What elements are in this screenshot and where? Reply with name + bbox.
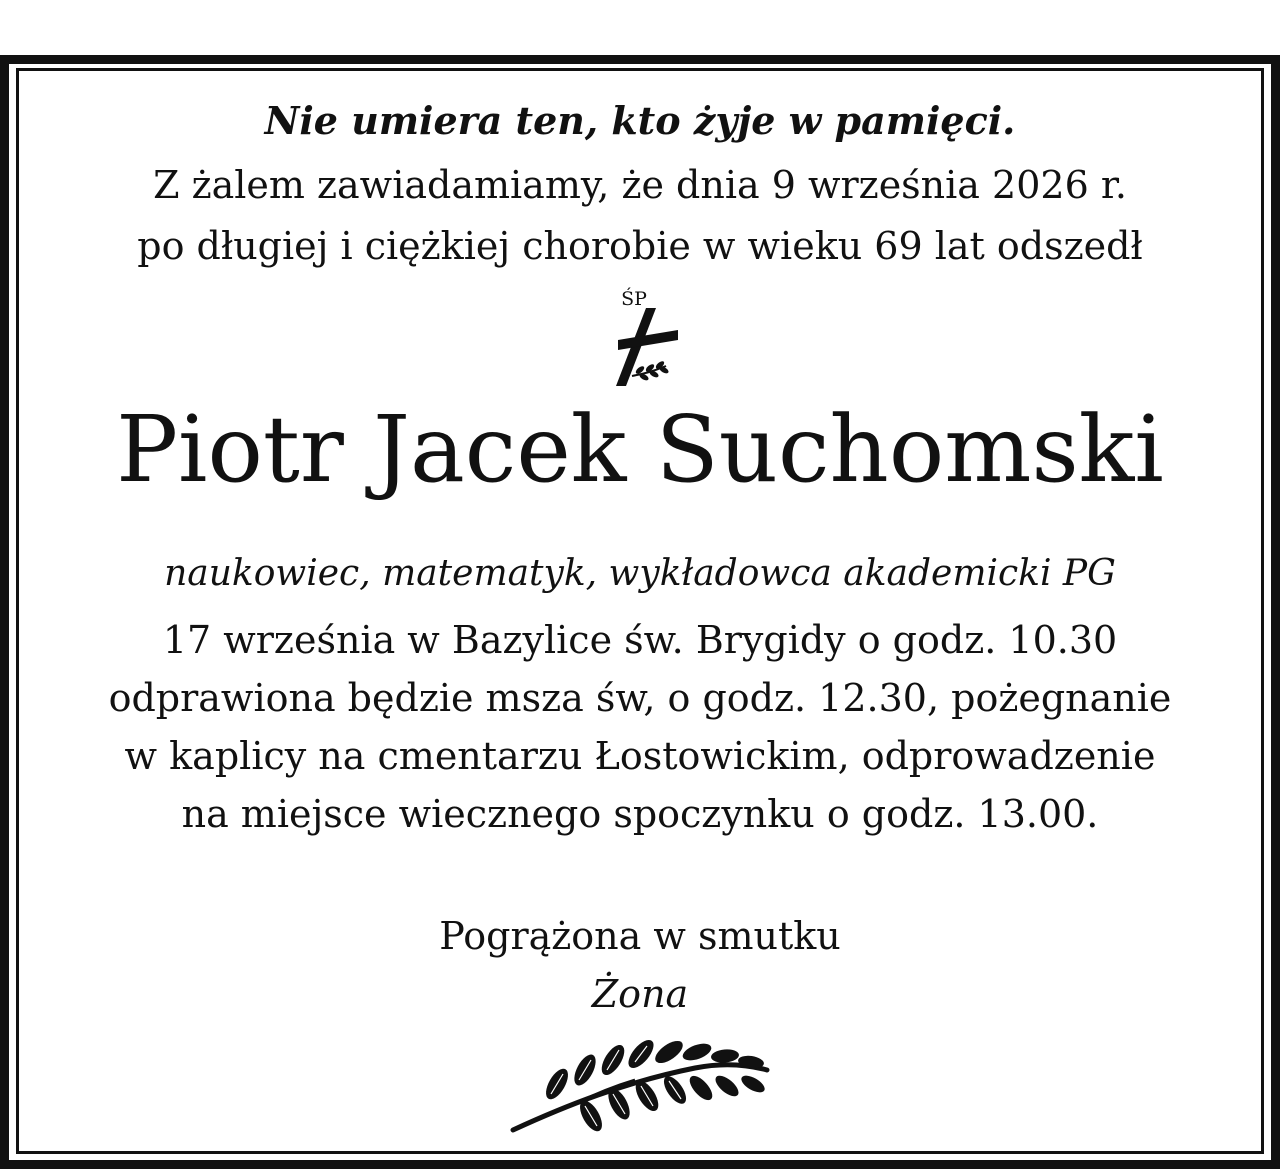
- funeral-line-1: 17 września w Bazylice św. Brygidy o godz. 10.30: [162, 618, 1118, 662]
- intro-line-2: po długiej i ciężkiej chorobie w wieku 69 lat odszedł: [137, 224, 1143, 268]
- laurel-branch-icon: [505, 1028, 775, 1138]
- cross-with-leaves-icon: [596, 300, 686, 390]
- intro-line-1: Z żalem zawiadamiamy, że dnia 9 września 2026 r.: [153, 163, 1127, 207]
- sp-label: ŚP: [621, 288, 647, 310]
- funeral-line-3: w kaplicy na cmentarzu Łostowickim, odprowadzenie: [124, 734, 1156, 778]
- funeral-line-4: na miejsce wiecznego spoczynku o godz. 13.00.: [181, 792, 1099, 836]
- occupation: naukowiec, matematyk, wykładowca akademicki PG: [164, 553, 1116, 594]
- deceased-name: Piotr Jacek Suchomski: [116, 396, 1164, 503]
- motto: Nie umiera ten, kto żyje w pamięci.: [264, 98, 1016, 143]
- funeral-line-2: odprawiona będzie msza św, o godz. 12.30, pożegnanie: [108, 676, 1172, 720]
- mourner-line: Pogrążona w smutku: [439, 914, 841, 958]
- mourner-relation: Żona: [591, 972, 689, 1016]
